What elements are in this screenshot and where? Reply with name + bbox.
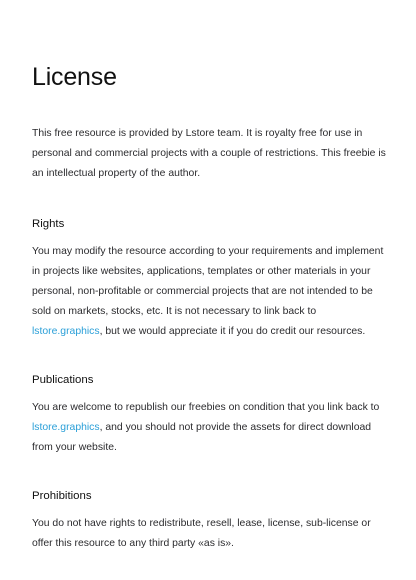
publications-text-before: You are welcome to republish our freebies on condition that you link back to — [32, 402, 380, 413]
rights-text-before: You may modify the resource according to your requirements and implement in projects like websites, applications, templates or other materials in your personal, non-profitable or commercial projects that are not intended to be sold on markets, stocks, etc. It is not necessary to link back to — [32, 246, 384, 317]
page-title: License — [32, 63, 117, 91]
publications-heading: Publications — [32, 374, 94, 386]
rights-lstore-link[interactable]: lstore.graphics — [32, 326, 100, 337]
prohibitions-paragraph: You do not have rights to redistribute, resell, lease, license, sub-license or offer this resource to any third party «as is». — [32, 518, 371, 549]
prohibitions-heading: Prohibitions — [32, 490, 92, 502]
rights-paragraph — [32, 242, 386, 342]
publications-lstore-link[interactable]: lstore.graphics — [32, 422, 100, 433]
rights-text-after: , but we would appreciate it if you do credit our resources. — [99, 326, 366, 337]
publications-paragraph — [32, 398, 386, 458]
rights-heading: Rights — [32, 218, 65, 230]
publications-text-after: , and you should not provide the assets for direct download from your website. — [32, 422, 372, 453]
intro-paragraph: This free resource is provided by Lstore team. It is royalty free for use in personal and commercial projects with a couple of restrictions. This freebie is an intellectual property of the author. — [32, 128, 386, 179]
